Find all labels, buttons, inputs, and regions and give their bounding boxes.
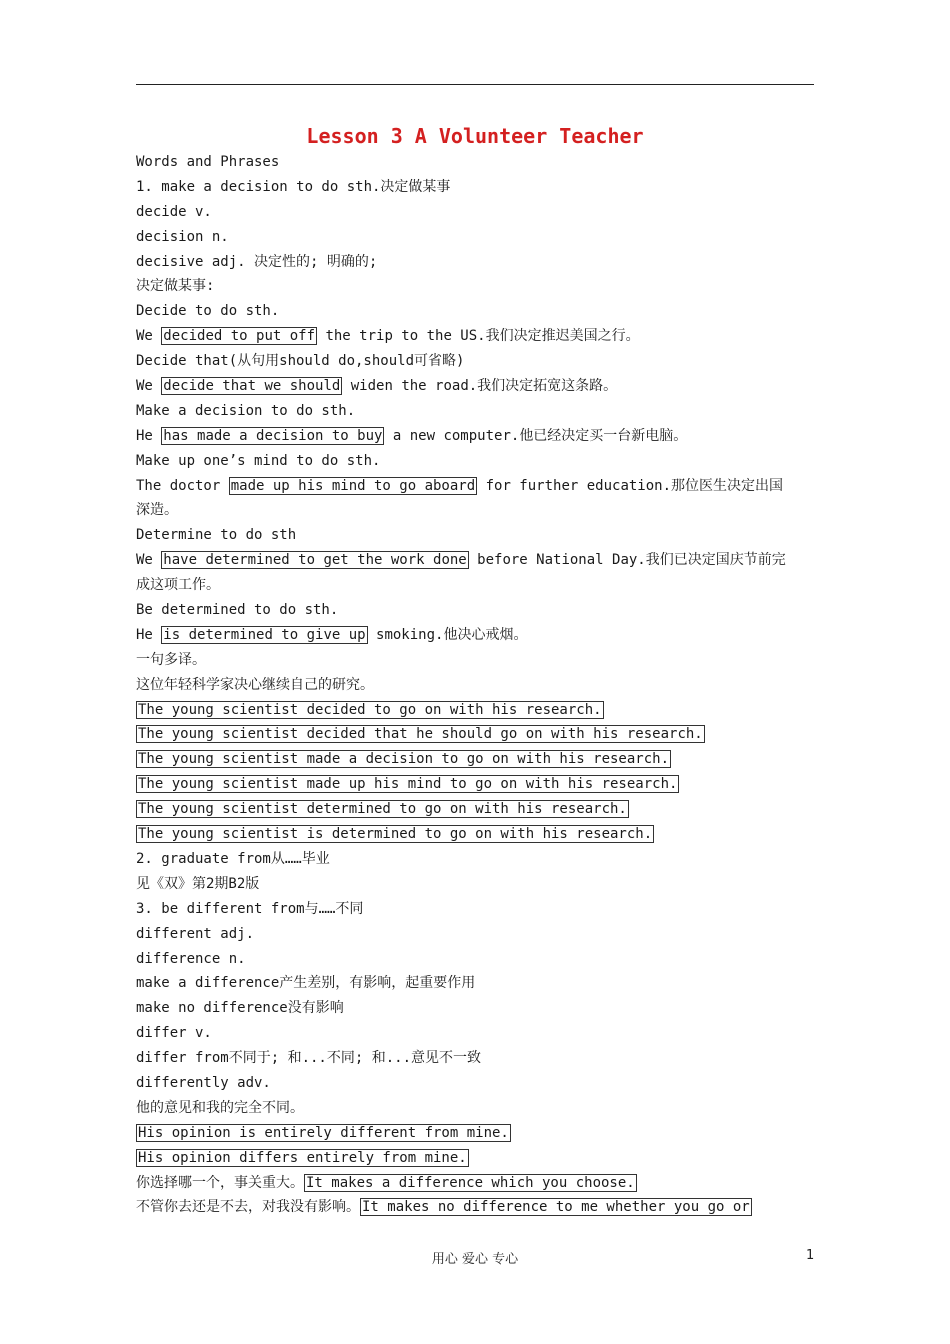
text-line: 决定做某事: bbox=[136, 278, 215, 295]
text-line: Make up one’s mind to do sth. bbox=[136, 452, 381, 469]
text-line bbox=[136, 374, 816, 399]
text-line bbox=[136, 797, 816, 822]
text-line bbox=[136, 1146, 816, 1171]
answer-box: The young scientist made up his mind to go on with his research. bbox=[138, 776, 678, 793]
text-line bbox=[136, 548, 816, 573]
answer-box: His opinion is entirely different from mine. bbox=[138, 1124, 509, 1141]
answer-box: made up his mind to go aboard bbox=[230, 477, 476, 494]
text-line: make a difference产生差别，有影响，起重要作用 bbox=[136, 975, 476, 992]
answer-box: The young scientist is determined to go on with his research. bbox=[138, 826, 653, 843]
line-prefix: We bbox=[136, 328, 162, 345]
text-line: decision n. bbox=[136, 228, 229, 245]
answer-box: The young scientist decided that he should go on with his research. bbox=[138, 726, 703, 743]
text-line: decide v. bbox=[136, 203, 212, 220]
text-line: 成这项工作。 bbox=[136, 577, 220, 594]
text-line: Decide to do sth. bbox=[136, 303, 280, 320]
text-line: 1. make a decision to do sth.决定做某事 bbox=[136, 178, 451, 195]
text-line: Decide that(从句用should do,should可省略) bbox=[136, 353, 465, 370]
text-line bbox=[136, 722, 816, 747]
line-prefix: The doctor bbox=[136, 477, 229, 494]
line-prefix: He bbox=[136, 427, 162, 444]
answer-box: The young scientist decided to go on with his research. bbox=[138, 701, 602, 718]
text-line: differently adv. bbox=[136, 1074, 271, 1091]
text-line bbox=[136, 474, 816, 499]
text-line: Words and Phrases bbox=[136, 154, 280, 170]
page-footer: 用心 爱心 专心 bbox=[431, 1252, 519, 1267]
answer-box: have determined to get the work done bbox=[163, 552, 467, 569]
answer-box: decided to put off bbox=[163, 328, 316, 345]
text-line: decisive adj. 决定性的; 明确的; bbox=[136, 253, 378, 270]
text-line bbox=[136, 623, 816, 648]
line-prefix: 你选择哪一个，事关重大。 bbox=[136, 1174, 304, 1191]
line-suffix: smoking.他决心戒烟。 bbox=[367, 626, 528, 643]
text-line: 他的意见和我的完全不同。 bbox=[136, 1099, 304, 1116]
page-number: 1 bbox=[806, 1248, 815, 1263]
text-line: difference n. bbox=[136, 950, 246, 967]
text-line bbox=[136, 1171, 816, 1196]
text-line bbox=[136, 747, 816, 772]
text-line: 2. graduate from从……毕业 bbox=[136, 850, 330, 867]
text-line bbox=[136, 698, 816, 723]
text-line: 深造。 bbox=[136, 502, 178, 519]
answer-box: decide that we should bbox=[163, 378, 341, 395]
line-suffix: widen the road.我们决定拓宽这条路。 bbox=[342, 378, 618, 395]
text-line: 这位年轻科学家决心继续自己的研究。 bbox=[136, 676, 374, 693]
line-prefix: He bbox=[136, 626, 162, 643]
text-line: different adj. bbox=[136, 925, 255, 942]
answer-box: It makes a difference which you choose. bbox=[306, 1174, 635, 1191]
top-rule bbox=[136, 84, 814, 85]
line-suffix: the trip to the US.我们决定推迟美国之行。 bbox=[317, 328, 640, 345]
text-line bbox=[136, 1121, 816, 1146]
line-prefix: We bbox=[136, 552, 162, 569]
line-suffix: for further education.那位医生决定出国 bbox=[477, 477, 784, 494]
text-line bbox=[136, 822, 816, 847]
line-prefix: We bbox=[136, 378, 162, 395]
text-line bbox=[136, 324, 816, 349]
line-suffix: before National Day.我们已决定国庆节前完 bbox=[468, 552, 786, 569]
answer-box: is determined to give up bbox=[163, 626, 366, 643]
answer-box: has made a decision to buy bbox=[163, 427, 383, 444]
line-suffix: a new computer.他已经决定买一台新电脑。 bbox=[384, 427, 688, 444]
text-line: 一句多译。 bbox=[136, 651, 206, 668]
text-line: Determine to do sth bbox=[136, 527, 297, 544]
page-title: Lesson 3 A Volunteer Teacher bbox=[306, 124, 644, 148]
text-line: Make a decision to do sth. bbox=[136, 402, 356, 419]
answer-box: The young scientist made a decision to go on with his research. bbox=[138, 751, 670, 768]
text-line: 见《双》第2期B2版 bbox=[136, 875, 260, 892]
text-line: Be determined to do sth. bbox=[136, 602, 339, 619]
text-line: differ v. bbox=[136, 1025, 212, 1042]
document-body bbox=[136, 150, 816, 1220]
text-line: 3. be different from与……不同 bbox=[136, 900, 364, 917]
text-line bbox=[136, 424, 816, 449]
answer-box: It makes no difference to me whether you go or bbox=[362, 1199, 750, 1216]
text-line bbox=[136, 772, 816, 797]
answer-box: His opinion differs entirely from mine. bbox=[138, 1149, 467, 1166]
text-line: make no difference没有影响 bbox=[136, 1000, 344, 1017]
line-prefix: 不管你去还是不去，对我没有影响。 bbox=[136, 1199, 360, 1216]
text-line: differ from不同于; 和...不同; 和...意见不一致 bbox=[136, 1050, 482, 1067]
answer-box: The young scientist determined to go on with his research. bbox=[138, 801, 627, 818]
text-line bbox=[136, 1195, 816, 1220]
